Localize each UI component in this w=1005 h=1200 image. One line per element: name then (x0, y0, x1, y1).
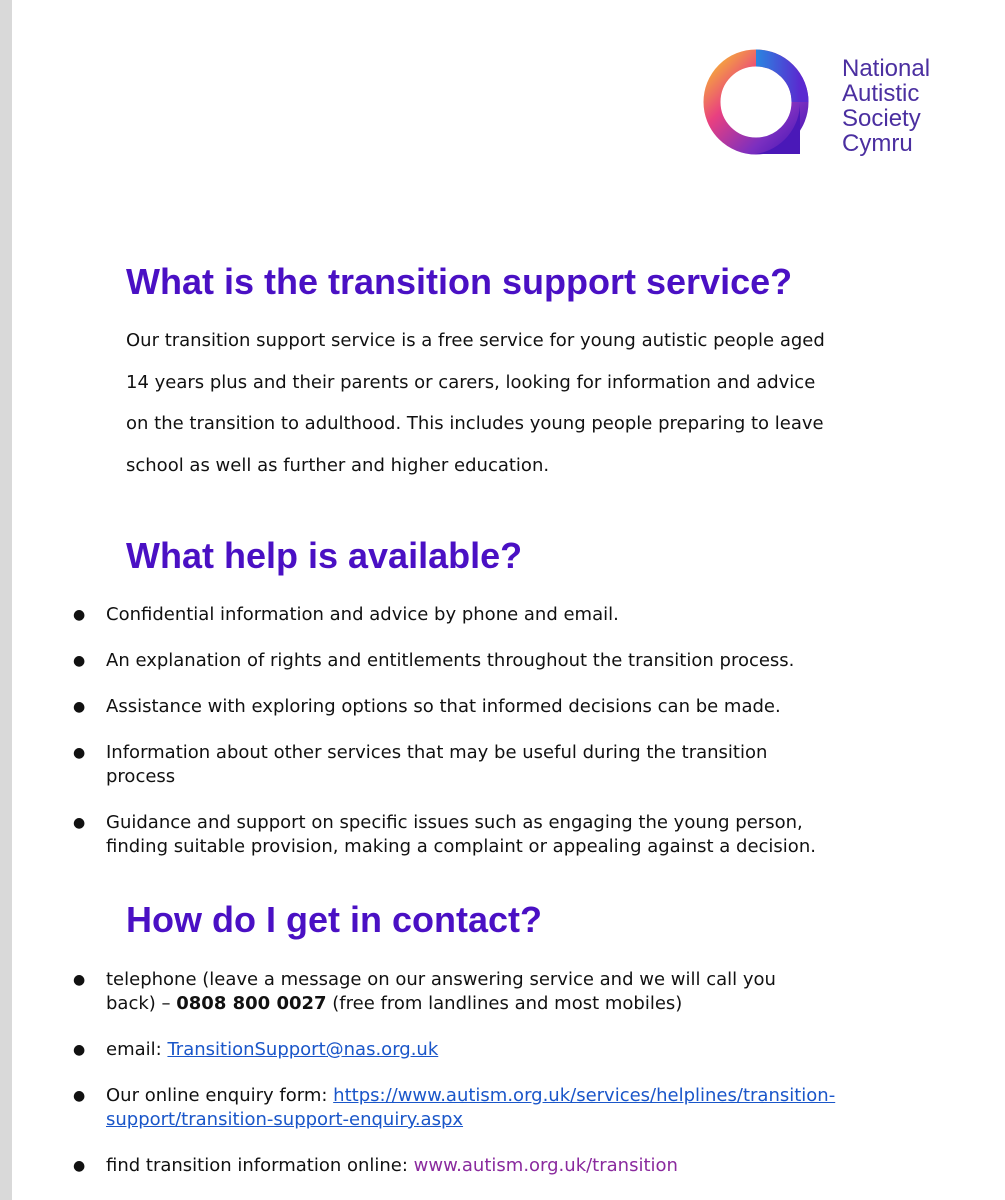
list-item: ● Assistance with exploring options so that informed decisions can be made. (73, 696, 781, 717)
bullet-icon: ● (73, 653, 86, 669)
bullet-icon: ● (73, 1042, 86, 1058)
transition-info-link[interactable]: www.autism.org.uk/transition (413, 1155, 678, 1176)
bullet-icon: ● (73, 607, 86, 623)
logo-ring-icon (694, 46, 834, 166)
bullet-icon: ● (73, 972, 86, 988)
list-item: ● Guidance and support on specific issues such as engaging the young person, finding suitable provision, making a complaint or appealing against a decision. (73, 812, 816, 857)
nas-cymru-logo (694, 46, 964, 166)
list-item-telephone: ● telephone (leave a message on our answering service and we will call you back) – 0808 800 0027 (free from landlines and most mobiles) (73, 969, 776, 1014)
logo-wordmark (842, 56, 930, 156)
email-link[interactable]: TransitionSupport@nas.org.uk (167, 1039, 439, 1060)
heading-transition-service: What is the transition support service? (126, 261, 793, 302)
bullet-icon: ● (73, 699, 86, 715)
paragraph-line: Our transition support service is a free service for young autistic people aged (126, 330, 825, 351)
paragraph-line: school as well as further and higher education. (126, 454, 550, 476)
contact-list (12, 968, 1005, 1178)
bullet-icon: ● (73, 1088, 86, 1104)
heading-get-in-contact: How do I get in contact? (126, 899, 542, 940)
phone-number[interactable]: 0808 800 0027 (176, 993, 327, 1014)
heading-help-available: What help is available? (126, 535, 523, 576)
intro-paragraph (126, 320, 916, 486)
logo-line: Autistic (842, 80, 920, 107)
logo-line: National (842, 55, 931, 82)
enquiry-form-link[interactable]: https://www.autism.org.uk/services/helplines/transition- (333, 1085, 836, 1106)
list-item-enquiry-form: ● Our online enquiry form: https://www.autism.org.uk/services/helplines/transition- support/transition-support-enquiry.aspx (73, 1085, 836, 1130)
bullet-icon: ● (73, 745, 86, 761)
enquiry-form-link-continued[interactable]: support/transition-support-enquiry.aspx (106, 1109, 464, 1130)
list-item: ● An explanation of rights and entitlements throughout the transition process. (73, 650, 795, 671)
list-item-online-info: ● find transition information online: www.autism.org.uk/transition (73, 1155, 678, 1176)
list-item: ● Information about other services that may be useful during the transition process (73, 742, 768, 787)
paragraph-line: 14 years plus and their parents or carers, looking for information and advice (126, 371, 816, 393)
document-page (12, 0, 1005, 1200)
help-list (12, 603, 1005, 859)
paragraph-line: on the transition to adulthood. This includes young people preparing to leave (126, 413, 824, 434)
list-item: ● Confidential information and advice by phone and email. (73, 604, 619, 625)
logo-line: Society (842, 105, 921, 132)
bullet-icon: ● (73, 1158, 86, 1174)
bullet-icon: ● (73, 815, 86, 831)
list-item-email: ● email: TransitionSupport@nas.org.uk (73, 1039, 439, 1060)
logo-line: Cymru (842, 130, 913, 157)
